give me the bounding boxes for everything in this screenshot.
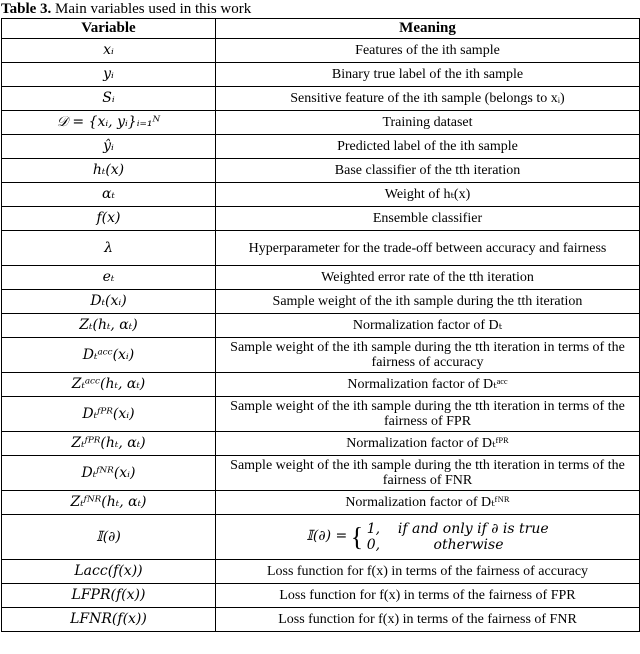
variable-cell: Zₜᶠᴺᴿ(hₜ, αₜ) (2, 491, 216, 515)
meaning-cell: Sensitive feature of the ith sample (belongs to xᵢ) (216, 87, 640, 111)
table-row (2, 159, 640, 183)
table-row (2, 608, 640, 632)
meaning-cell: Normalization factor of Dₜᵃᶜᶜ (216, 373, 640, 397)
indicator-case-1: 1, if and only if ∂ is true (366, 521, 549, 537)
meaning-cell: Base classifier of the tth iteration (216, 159, 640, 183)
table-row (2, 373, 640, 397)
meaning-cell: Sample weight of the ith sample during the tth iteration in terms of the fairness of FPR (216, 397, 640, 432)
meaning-cell: Sample weight of the ith sample during the tth iteration in terms of the fairness of FNR (216, 456, 640, 491)
meaning-cell: Loss function for f(x) in terms of the fairness of FPR (216, 584, 640, 608)
table-row (2, 397, 640, 432)
indicator-prefix: 𝕀(∂) = (306, 528, 348, 545)
table-row (2, 560, 640, 584)
caption-label: Table 3. (1, 1, 52, 17)
table-row (2, 338, 640, 373)
variable-cell: λ (2, 231, 216, 266)
table-row (2, 266, 640, 290)
variable-cell: Dₜᶠᴺᴿ(xᵢ) (2, 456, 216, 491)
table-row (2, 135, 640, 159)
variables-table (1, 18, 640, 632)
variable-cell: 𝕀(∂) (2, 515, 216, 560)
indicator-case-2: 0, otherwise (366, 537, 504, 553)
variable-cell: 𝒟 = {xᵢ, yᵢ}ᵢ₌₁ᴺ (2, 111, 216, 135)
table-row (2, 183, 640, 207)
table-row (2, 584, 640, 608)
meaning-cell: Predicted label of the ith sample (216, 135, 640, 159)
caption-text: Main variables used in this work (51, 1, 252, 17)
meaning-cell: Normalization factor of Dₜᶠᴺᴿ (216, 491, 640, 515)
header-variable: Variable (2, 19, 216, 39)
table-row (2, 231, 640, 266)
variable-cell: Zₜ(hₜ, αₜ) (2, 314, 216, 338)
meaning-cell: Features of the ith sample (216, 39, 640, 63)
header-row (2, 19, 640, 39)
meaning-cell: Loss function for f(x) in terms of the fairness of accuracy (216, 560, 640, 584)
meaning-cell: Training dataset (216, 111, 640, 135)
variable-cell: Dₜ(xᵢ) (2, 290, 216, 314)
meaning-cell: Normalization factor of Dₜ (216, 314, 640, 338)
meaning-cell: Normalization factor of Dₜᶠᴾᴿ (216, 432, 640, 456)
variable-cell: LFNR(f(x)) (2, 608, 216, 632)
variable-cell: ŷᵢ (2, 135, 216, 159)
variable-cell: xᵢ (2, 39, 216, 63)
table-row (2, 515, 640, 560)
table-row (2, 39, 640, 63)
indicator-cases (367, 521, 549, 553)
meaning-cell: Hyperparameter for the trade-off between accuracy and fairness (216, 231, 640, 266)
variable-cell: Zₜᵃᶜᶜ(hₜ, αₜ) (2, 373, 216, 397)
variable-cell: LFPR(f(x)) (2, 584, 216, 608)
table-row (2, 63, 640, 87)
meaning-cell: Binary true label of the ith sample (216, 63, 640, 87)
table-row (2, 111, 640, 135)
variable-cell: yᵢ (2, 63, 216, 87)
table-row (2, 290, 640, 314)
variable-cell: Lacc(f(x)) (2, 560, 216, 584)
variable-cell: hₜ(x) (2, 159, 216, 183)
table-row (2, 491, 640, 515)
meaning-cell: Sample weight of the ith sample during the tth iteration in terms of the fairness of accuracy (216, 338, 640, 373)
variable-cell: Dₜᶠᴾᴿ(xᵢ) (2, 397, 216, 432)
table-caption (0, 0, 640, 18)
meaning-cell: Ensemble classifier (216, 207, 640, 231)
table-row (2, 314, 640, 338)
header-meaning: Meaning (216, 19, 640, 39)
left-brace-icon: { (350, 522, 364, 552)
table-row (2, 432, 640, 456)
variable-cell: eₜ (2, 266, 216, 290)
table-row (2, 87, 640, 111)
table-row (2, 207, 640, 231)
variable-cell: Zₜᶠᴾᴿ(hₜ, αₜ) (2, 432, 216, 456)
meaning-cell: Sample weight of the ith sample during the tth iteration (216, 290, 640, 314)
meaning-cell: Weighted error rate of the tth iteration (216, 266, 640, 290)
meaning-cell: Loss function for f(x) in terms of the fairness of FNR (216, 608, 640, 632)
table-row (2, 456, 640, 491)
meaning-cell: Weight of hₜ(x) (216, 183, 640, 207)
variable-cell: αₜ (2, 183, 216, 207)
variable-cell: Dₜᵃᶜᶜ(xᵢ) (2, 338, 216, 373)
variable-cell: Sᵢ (2, 87, 216, 111)
variable-cell: f(x) (2, 207, 216, 231)
meaning-cell (216, 515, 640, 560)
